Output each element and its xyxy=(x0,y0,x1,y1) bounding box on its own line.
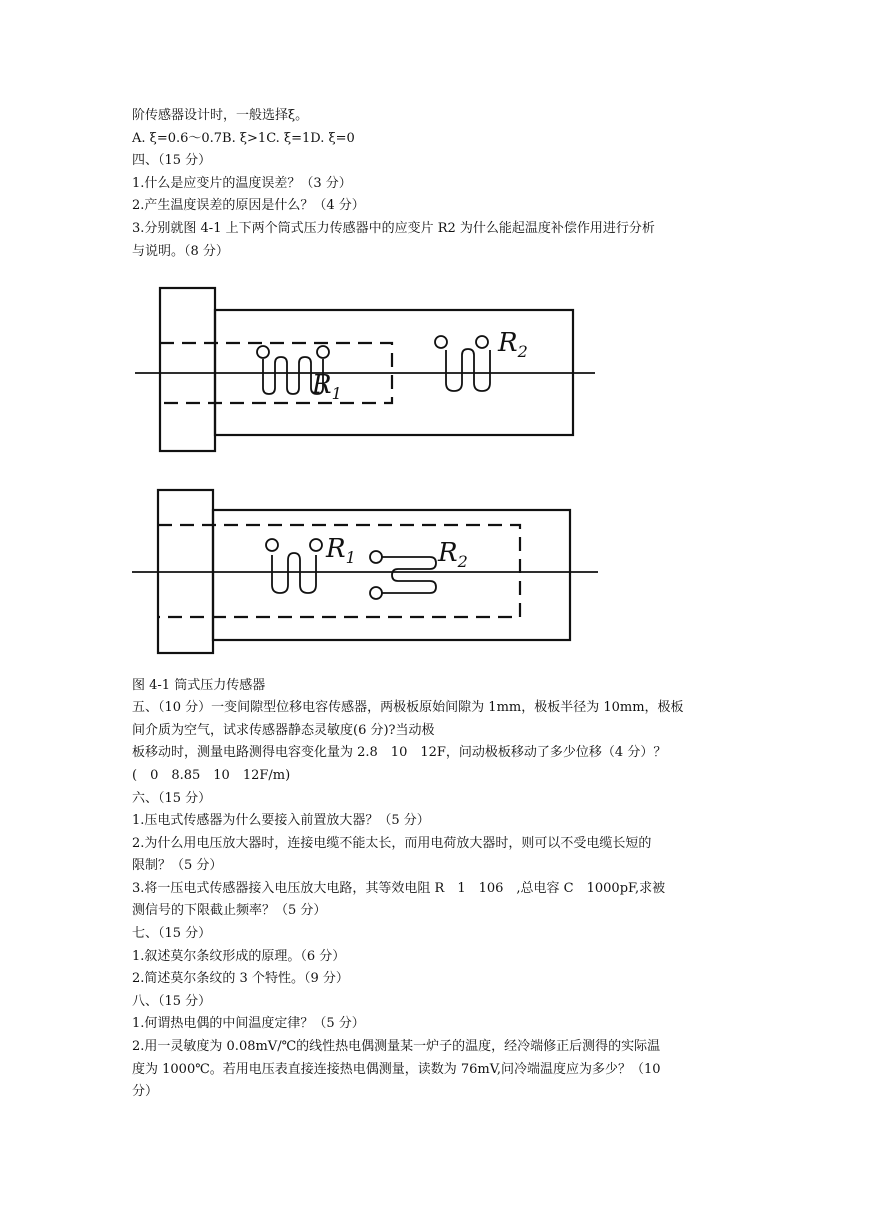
question-line: 2.简述莫尔条纹的 3 个特性。（9 分） xyxy=(132,971,349,986)
question-line: 限制？（5 分） xyxy=(132,858,223,873)
section-heading: 四、（15 分） xyxy=(132,153,212,168)
figure-caption: 图 4-1 筒式压力传感器 xyxy=(132,678,266,693)
top-sensor-drawing xyxy=(135,288,595,451)
question-line: ( 0 8.85 10 12F/m) xyxy=(132,768,291,783)
text-line: A. ξ=0.6～0.7B. ξ>1C. ξ=1D. ξ=0 xyxy=(132,131,355,146)
cylinder-sensor-figure xyxy=(130,283,610,668)
bottom-r2-label: $R_2$ xyxy=(438,538,468,571)
question-line: 2.产生温度误差的原因是什么？（4 分） xyxy=(132,198,365,213)
bottom-r1-label: $R_1$ xyxy=(326,534,356,567)
section-heading: 八、（15 分） xyxy=(132,994,212,1009)
bottom-sensor-drawing xyxy=(132,490,598,653)
question-line: 五、（10 分）一变间隙型位移电容传感器，两极板原始间隙为 1mm，极板半径为 10mm，极板 xyxy=(132,700,684,715)
question-line: 1.叙述莫尔条纹形成的原理。（6 分） xyxy=(132,949,346,964)
question-line: 板移动时，测量电路测得电容变化量为 2.8 10 12F，问动极板移动了多少位移（4 分）？ xyxy=(132,745,667,760)
question-line: 3.将一压电式传感器接入电压放大电路，其等效电阻 R 1 106 ,总电容 C 1000pF,求被 xyxy=(132,881,666,896)
question-line: 与说明。（8 分） xyxy=(132,244,229,259)
question-line: 间介质为空气，试求传感器静态灵敏度(6 分)?当动极 xyxy=(132,723,435,738)
top-r1-label: $R_1$ xyxy=(312,370,342,403)
question-line: 1.压电式传感器为什么要接入前置放大器？（5 分） xyxy=(132,813,430,828)
section-heading: 七、（15 分） xyxy=(132,926,212,941)
question-line: 测信号的下限截止频率？（5 分） xyxy=(132,903,327,918)
question-line: 1.什么是应变片的温度误差？（3 分） xyxy=(132,176,352,191)
text-line: 阶传感器设计时，一般选择ξ。 xyxy=(132,108,309,123)
question-line: 3.分别就图 4-1 上下两个筒式压力传感器中的应变片 R2 为什么能起温度补偿作用进行分析 xyxy=(132,221,655,236)
question-line: 1.何谓热电偶的中间温度定律？（5 分） xyxy=(132,1016,365,1031)
section-heading: 六、（15 分） xyxy=(132,791,212,806)
question-line: 2.为什么用电压放大器时，连接电缆不能太长，而用电荷放大器时，则可以不受电缆长短的 xyxy=(132,836,652,851)
question-line: 2.用一灵敏度为 0.08mV/℃的线性热电偶测量某一炉子的温度，经冷端修正后测得的实际温 xyxy=(132,1039,661,1054)
question-line: 分） xyxy=(132,1084,159,1099)
question-line: 度为 1000℃。若用电压表直接连接热电偶测量，读数为 76mV,问冷端温度应为多少？（10 xyxy=(132,1062,661,1077)
top-r2-label: $R_2$ xyxy=(498,328,528,361)
